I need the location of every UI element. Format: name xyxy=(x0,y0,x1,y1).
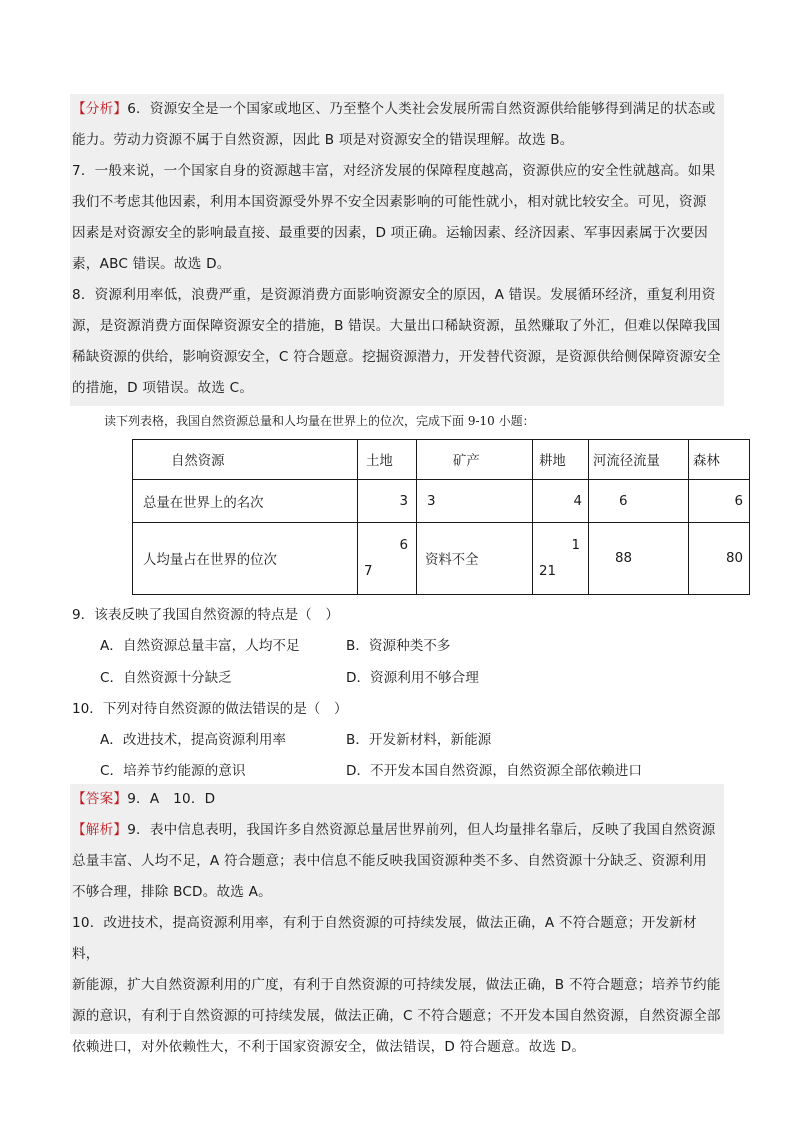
table-intro: 读下列表格，我国自然资源总量和人均量在世界上的位次，完成下面 9-10 小题： xyxy=(104,414,535,428)
header-cell: 森林 xyxy=(689,440,750,480)
table-cell: 88 xyxy=(589,523,689,595)
table-cell: 6 xyxy=(589,480,689,523)
analysis-tag: 【分析】 xyxy=(72,101,128,117)
table-cell: 6 xyxy=(689,480,750,523)
option-9b: B．资源种类不多 xyxy=(346,638,451,654)
option-10d: D．不开发本国自然资源，自然资源全部依赖进口 xyxy=(346,763,642,779)
option-10b: B．开发新材料，新能源 xyxy=(346,732,492,748)
table-row xyxy=(133,480,750,523)
row-label: 总量在世界上的名次 xyxy=(133,480,358,523)
answer-block xyxy=(70,784,724,1055)
analysis-block xyxy=(70,94,724,406)
resource-table xyxy=(132,439,750,595)
option-10a: A．改进技术，提高资源利用率 xyxy=(100,732,287,748)
explanation-line: 依赖进口，对外依赖性大，不利于国家资源安全，做法错误，D 符合题意。故选 D。 xyxy=(72,1039,586,1055)
header-cell: 矿产 xyxy=(417,440,533,480)
header-cell: 自然资源 xyxy=(133,440,358,480)
analysis-line: 能力。劳动力资源不属于自然资源，因此 B 项是对资源安全的错误理解。故选 B。 xyxy=(72,132,574,148)
explanation-line: 10．改进技术，提高资源利用率，有利于自然资源的可持续发展，做法正确，A 不符合题意；开发新材料， xyxy=(72,915,697,962)
answer-text: 9．A 10．D xyxy=(127,791,216,807)
explanation-line: 不够合理，排除 BCD。故选 A。 xyxy=(72,884,272,900)
explanation-line: 【解析】9．表中信息表明，我国许多自然资源总量居世界前列，但人均量排名靠后，反映了我国自然资源 xyxy=(72,822,716,838)
header-cell: 河流径流量 xyxy=(589,440,689,480)
cell-part: 6 xyxy=(399,537,408,553)
explanation-line: 总量丰富、人均不足，A 符合题意；表中信息不能反映我国资源种类不多、自然资源十分缺乏、资源利用 xyxy=(72,853,707,869)
analysis-line: 稀缺资源的供给，影响资源安全，C 符合题意。挖掘资源潜力，开发替代资源，是资源供给侧保障资源安全 xyxy=(72,349,721,365)
table-header-row xyxy=(133,440,750,480)
question-10-stem: 10．下列对待自然资源的做法错误的是（ ） xyxy=(72,701,348,717)
question-9-stem: 9．该表反映了我国自然资源的特点是（ ） xyxy=(72,607,339,623)
option-9d: D．资源利用不够合理 xyxy=(346,670,479,686)
row-label: 人均量占在世界的位次 xyxy=(133,523,358,595)
explanation-line: 新能源，扩大自然资源利用的广度，有利于自然资源的可持续发展，做法正确，B 不符合题意；培养节约能 xyxy=(72,977,721,993)
analysis-line: 我们不考虑其他因素，利用本国资源受外界不安全因素影响的可能性就小，相对就比较安全。可见，资源 xyxy=(72,194,707,210)
table-cell: 3 xyxy=(358,480,417,523)
analysis-line: 【分析】6．资源安全是一个国家或地区、乃至整个人类社会发展所需自然资源供给能够得到满足的状态或 xyxy=(72,101,716,117)
cell-part: 7 xyxy=(364,563,373,579)
header-cell: 土地 xyxy=(358,440,417,480)
analysis-line: 因素是对资源安全的影响最直接、最重要的因素，D 项正确。运输因素、经济因素、军事因素属于次要因 xyxy=(72,225,708,241)
analysis-line: 7．一般来说，一个国家自身的资源越丰富，对经济发展的保障程度越高，资源供应的安全性就越高。如果 xyxy=(72,163,716,179)
table-cell: 4 xyxy=(533,480,589,523)
table-cell xyxy=(358,523,417,595)
table-cell: 资料不全 xyxy=(417,523,533,595)
table-cell xyxy=(533,523,589,595)
option-10c: C．培养节约能源的意识 xyxy=(100,763,246,779)
answer-line xyxy=(70,784,724,815)
cell-part: 1 xyxy=(571,537,580,553)
table-cell: 3 xyxy=(417,480,533,523)
analysis-line: 8．资源利用率低，浪费严重，是资源消费方面影响资源安全的原因，A 错误。发展循环经济，重复利用资 xyxy=(72,287,716,303)
analysis-line: 素，ABC 错误。故选 D。 xyxy=(72,256,231,272)
cell-part: 21 xyxy=(539,563,557,579)
option-9c: C．自然资源十分缺乏 xyxy=(100,670,232,686)
table-cell: 80 xyxy=(689,523,750,595)
explanation-tag: 【解析】 xyxy=(72,822,128,838)
option-9a: A．自然资源总量丰富，人均不足 xyxy=(100,638,300,654)
table-row xyxy=(133,523,750,595)
answer-tag: 【答案】 xyxy=(72,791,128,807)
explanation-line: 源的意识，有利于自然资源的可持续发展，做法正确，C 不符合题意；不开发本国自然资源，自然资源全部 xyxy=(72,1008,721,1024)
header-cell: 耕地 xyxy=(533,440,589,480)
analysis-line: 的措施，D 项错误。故选 C。 xyxy=(72,380,254,396)
analysis-line: 源，是资源消费方面保障资源安全的措施，B 错误。大量出口稀缺资源，虽然赚取了外汇，但难以保障我国 xyxy=(72,318,721,334)
